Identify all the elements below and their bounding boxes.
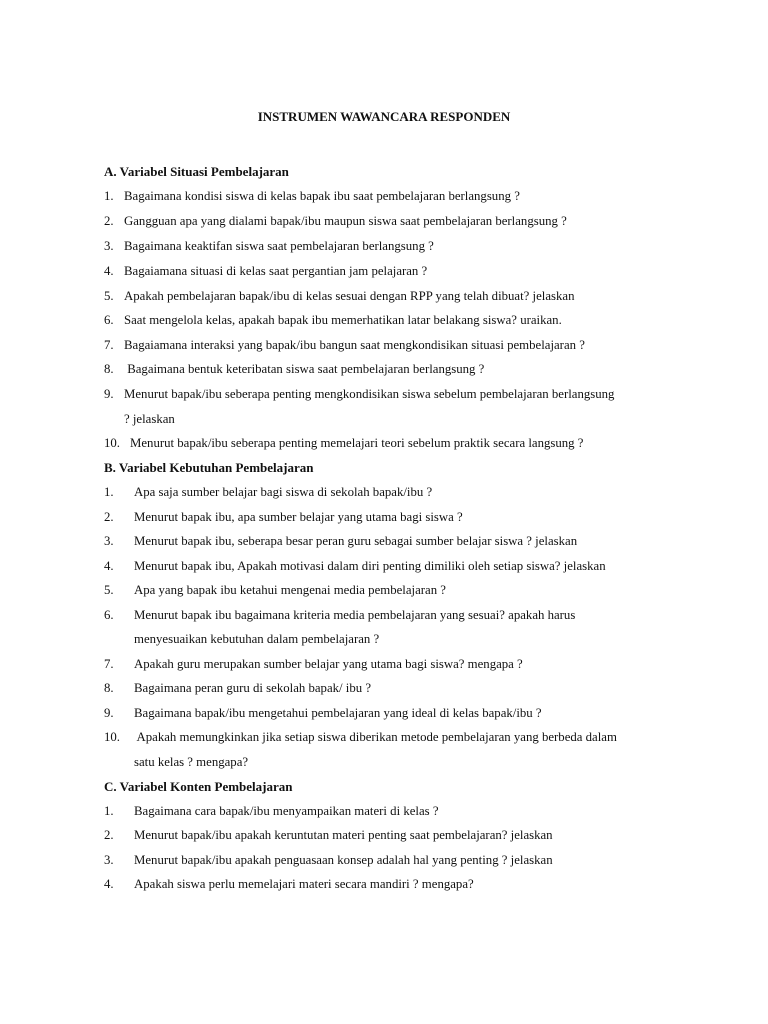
list-item: 7. Bagaiamana interaksi yang bapak/ibu bangun saat mengkondisikan situasi pembelajaran ? — [104, 338, 585, 352]
list-item: 8. Bagaimana peran guru di sekolah bapak/ ibu ? — [104, 681, 372, 695]
list-item: 6. Menurut bapak ibu bagaimana kriteria media pembelajaran yang sesuai? apakah harus — [104, 608, 576, 622]
list-item: 2. Gangguan apa yang dialami bapak/ibu maupun siswa saat pembelajaran berlangsung ? — [104, 214, 567, 228]
list-item: 3. Bagaimana keaktifan siswa saat pembelajaran berlangsung ? — [104, 239, 434, 253]
list-item: 2. Menurut bapak/ibu apakah keruntutan materi penting saat pembelajaran? jelaskan — [104, 828, 553, 842]
list-item: 9. Bagaimana bapak/ibu mengetahui pembelajaran yang ideal di kelas bapak/ibu ? — [104, 706, 542, 720]
list-item: 4. Menurut bapak ibu, Apakah motivasi dalam diri penting dimiliki oleh setiap siswa? jelaskan — [104, 559, 606, 573]
list-item: 9. Menurut bapak/ibu seberapa penting mengkondisikan siswa sebelum pembelajaran berlangsung — [104, 387, 615, 401]
list-item: 5. Apa yang bapak ibu ketahui mengenai media pembelajaran ? — [104, 583, 446, 597]
list-item-continuation: ? jelaskan — [124, 412, 175, 426]
list-item: 3. Menurut bapak/ibu apakah penguasaan konsep adalah hal yang penting ? jelaskan — [104, 853, 553, 867]
list-item: 3. Menurut bapak ibu, seberapa besar peran guru sebagai sumber belajar siswa ? jelaskan — [104, 534, 578, 548]
list-item: 4. Apakah siswa perlu memelajari materi secara mandiri ? mengapa? — [104, 877, 474, 891]
list-item: 10. Apakah memungkinkan jika setiap siswa diberikan metode pembelajaran yang berbeda dalam — [104, 730, 617, 744]
list-item: 7. Apakah guru merupakan sumber belajar yang utama bagi siswa? mengapa ? — [104, 657, 523, 671]
list-item-continuation: satu kelas ? mengapa? — [134, 755, 249, 769]
list-item: 4. Bagaiamana situasi di kelas saat pergantian jam pelajaran ? — [104, 264, 428, 278]
list-item: 10. Menurut bapak/ibu seberapa penting memelajari teori sebelum praktik secara langsung ? — [104, 436, 584, 450]
list-item: 1. Apa saja sumber belajar bagi siswa di sekolah bapak/ibu ? — [104, 485, 433, 499]
list-item: 6. Saat mengelola kelas, apakah bapak ibu memerhatikan latar belakang siswa? uraikan. — [104, 313, 562, 327]
list-item: 5. Apakah pembelajaran bapak/ibu di kelas sesuai dengan RPP yang telah dibuat? jelaskan — [104, 289, 575, 303]
list-item: 2. Menurut bapak ibu, apa sumber belajar yang utama bagi siswa ? — [104, 510, 463, 524]
document-title: INSTRUMEN WAWANCARA RESPONDEN — [257, 109, 511, 124]
list-item: 1. Bagaimana cara bapak/ibu menyampaikan materi di kelas ? — [104, 804, 439, 818]
list-item: 8. Bagaimana bentuk keteribatan siswa saat pembelajaran berlangsung ? — [104, 362, 485, 376]
section-c-title: C. Variabel Konten Pembelajaran — [104, 779, 293, 794]
section-b-title: B. Variabel Kebutuhan Pembelajaran — [104, 460, 314, 475]
section-a-title: A. Variabel Situasi Pembelajaran — [104, 164, 289, 179]
list-item: 1. Bagaimana kondisi siswa di kelas bapak ibu saat pembelajaran berlangsung ? — [104, 189, 520, 203]
list-item-continuation: menyesuaikan kebutuhan dalam pembelajaran ? — [134, 632, 380, 646]
